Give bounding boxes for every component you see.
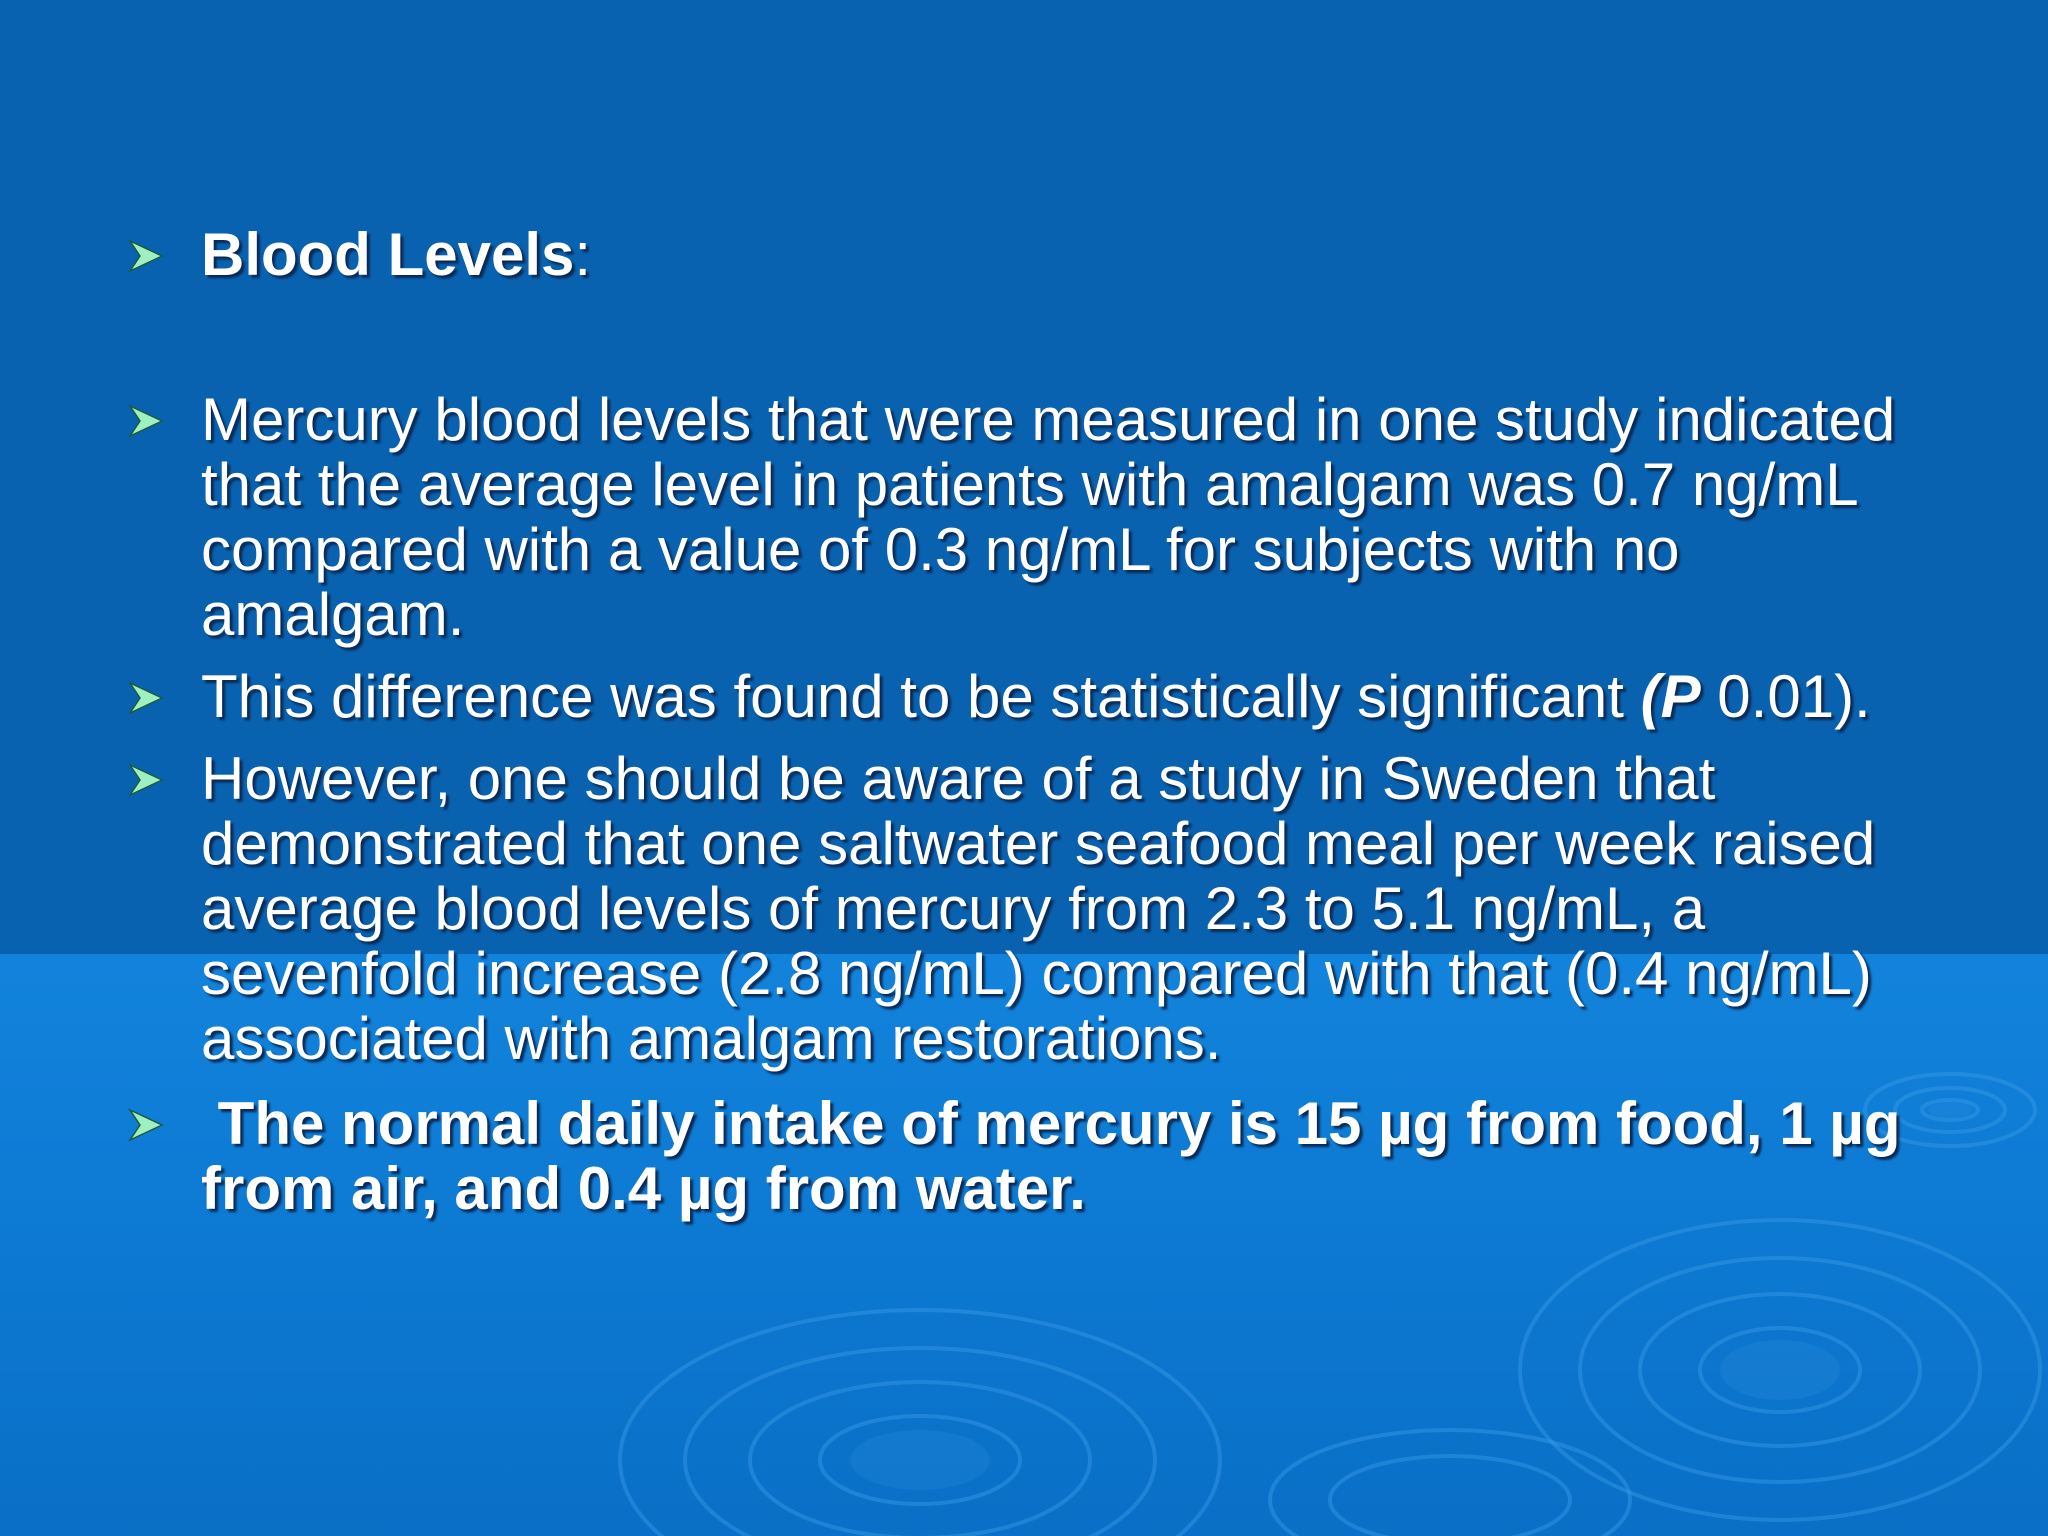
bullet-heading-colon: :: [574, 221, 592, 288]
arrowhead-bullet-icon: [128, 403, 164, 439]
bullet-text: The normal daily intake of mercury is 15 µg from food, 1 µg from air, and 0.4 µg from water.: [201, 1090, 1918, 1222]
bullet-statistical-significance: [128, 664, 1928, 729]
bullet-mercury-blood-levels: [128, 387, 1928, 647]
bullet-daily-intake: [128, 1091, 1928, 1221]
bullet-heading-text: Blood Levels: [201, 221, 575, 288]
arrowhead-bullet-icon: [128, 238, 164, 274]
arrowhead-bullet-icon: [128, 1107, 164, 1143]
bullet-text: This difference was found to be statistically significant: [201, 663, 1641, 730]
p-value-emphasis: (P: [1640, 663, 1701, 730]
bullet-blood-levels-heading: [128, 222, 1928, 287]
arrowhead-bullet-icon: [128, 762, 164, 798]
bullet-text: However, one should be aware of a study in Sweden that demonstrated that one saltwater seafood meal per week raised average blood levels of mercury from 2.3 to 5.1 ng/mL, a sevenfold increase (2.8 ng/mL) compared with that (0.4 ng/mL) associated with amalgam restorations.: [201, 745, 1876, 1072]
bullet-list: [128, 222, 1928, 1221]
arrowhead-bullet-icon: [128, 680, 164, 716]
bullet-text-tail: 0.01).: [1700, 663, 1871, 730]
bullet-sweden-study: [128, 746, 1928, 1071]
bullet-text: Mercury blood levels that were measured in one study indicated that the average level in patients with amalgam was 0.7 ng/mL compared with a value of 0.3 ng/mL for subjects with no amalgam.: [201, 386, 1896, 648]
